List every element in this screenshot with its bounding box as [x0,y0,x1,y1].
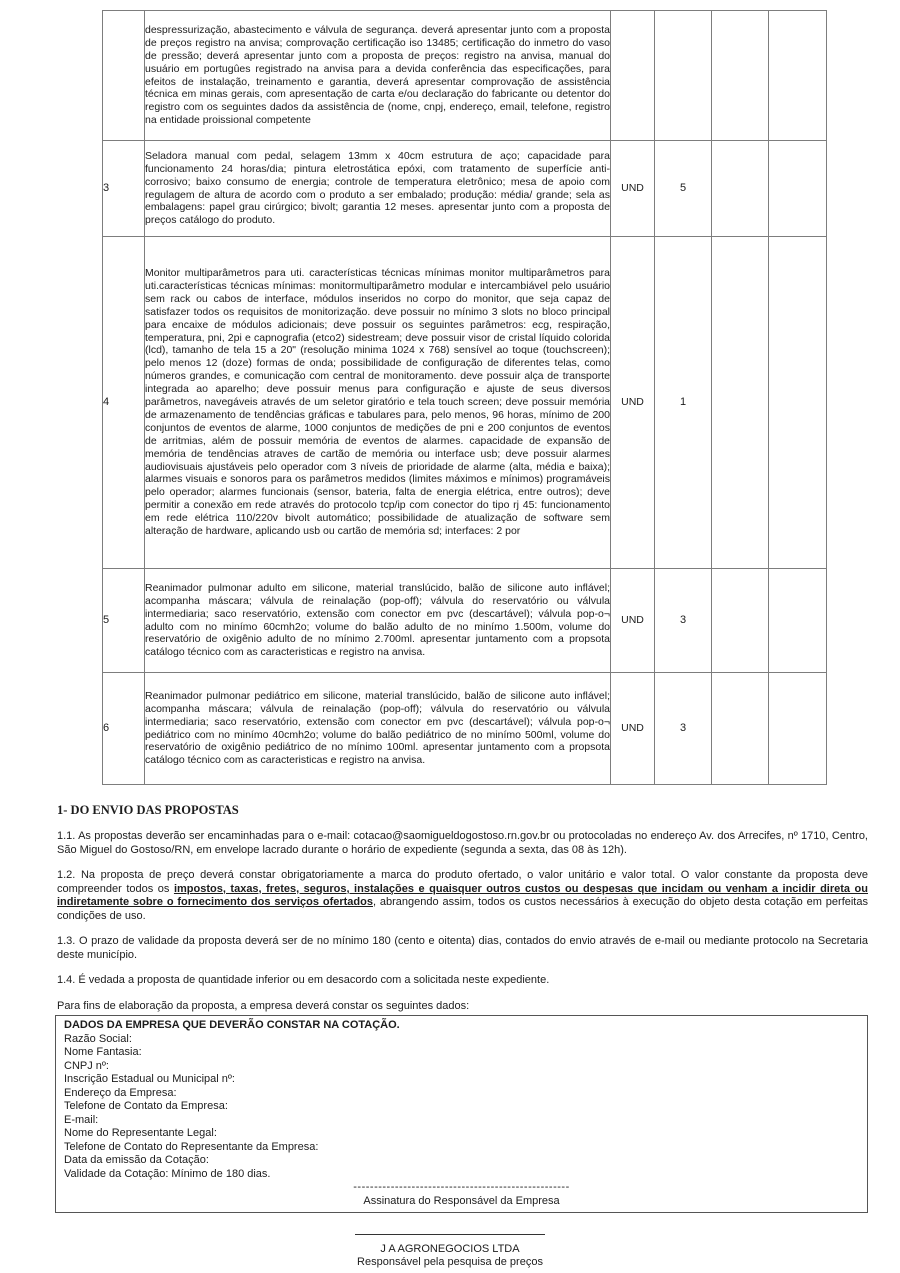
unit-cell: UND [611,237,655,569]
blank-cell [712,237,769,569]
footer-company-name: J A AGRONEGOCIOS LTDA [380,1242,520,1255]
blank-cell [769,569,827,673]
box-field-nome-fantasia: Nome Fantasia: [64,1046,142,1058]
blank-cell [769,141,827,237]
box-intro-text: Para fins de elaboração da proposta, a empresa deverá constar os seguintes dados: [57,999,470,1012]
paragraph-1-4: 1.4. É vedada a proposta de quantidade inferior ou em desacordo com a solicitada neste expediente. [57,974,550,986]
item-number-cell [103,11,145,141]
items-table [102,10,827,785]
signature-label: Assinatura do Responsável da Empresa [363,1194,560,1207]
paragraph-1-2-bold-underline: impostos, taxas, fretes, seguros, instalações e quaisquer outros custos ou despesas que incidam ou venham a incidir direta ou indiretamente sobre o fornecimento dos serviços ofertados [57,882,868,908]
box-title: DADOS DA EMPRESA QUE DEVERÃO CONSTAR NA COTAÇÃO. [64,1019,400,1031]
item-number-cell: 3 [103,141,145,237]
blank-cell [712,141,769,237]
item-number-cell: 5 [103,569,145,673]
box-field-razao-social: Razão Social: [64,1032,132,1045]
item-number-cell: 6 [103,673,145,785]
paragraph-1-2-pre: 1.2. Na proposta de preço deverá constar obrigatoriamente a marca do produto ofertado, o valor unitário e valor total. O valor constante da proposta deve compreender todos os [57,869,868,895]
table-row [103,11,827,141]
paragraph-1-3: 1.3. O prazo de validade da proposta deverá ser de no mínimo 180 (cento e oitenta) dias, contados do envio através de e-mail ou mediante protocolo na Secretaria deste município. [57,935,868,961]
footer-role: Responsável pela pesquisa de preços [357,1256,543,1268]
blank-cell [712,11,769,141]
blank-cell [769,237,827,569]
box-field-endereco: Endereço da Empresa: [64,1086,177,1099]
item-description-cell: Monitor multiparâmetros para uti. características técnicas mínimas monitor multiparâmetros para uti.características técnicas mínimas: monitormultiparâmetro modular e intercambiável pelo usuário sem rack ou cabos de interface, módulos inseridos no corpo do monitor, que seja capaz de satisfazer todos os requisitos de monitorização. deve possuir no mínimo 3 slots no bloco principal para encaixe de módulos adicionais; deve possuir os seguintes parâmetros: ecg, respiração, temperatura, pni, 2pi e capnografia (etco2) sidestream; deve possuir visor de cristal líquido colorida (lcd), tamanho de tela 15 a 20" (resolução minima 1024 x 768) sensível ao toque (touchscreen); pelo menos 12 (doze) formas de onda; possibilidade de configuração de diferentes telas, como números grandes, e comunicação com central de monitoramento. deve possuir alça de transporte integrada ao aparelho; deve possuir menus para configuração e ajuste de seus diversos parâmetros, navegáveis através de um seletor giratório e tela touch screen; deve possuir memória de armazenamento de tendências gráficas e tabulares para, pelo menos, 96 horas, mínimo de 200 conjuntos de eventos de alarme, 1000 conjuntos de medições de pni e 200 conjuntos de eventos de arritmias, além de possuir memória de eventos de alarmes. capacidade de expansão de memória de tendências atraves de cartão de memória ou interface usb; deve possuir alarmes audiovisuais ajustáveis pelo operador com 3 níveis de prioridade de alarme (alta, média e baixa); alarmes visuais e sonoros para os parâmetros medidos (limites máximos e mínimos) programáveis pelo operador; alarmes funcionais (sensor, bateria, falta de energia elétrica, entre outros); deve permitir a conexão em rede através do protocolo tcp/ip com conector do tipo rj 45: funcionamento em rede elétrica 110/220v bivolt automático; possibilidade de atualização de software sem alteração de hardware, aplicando usb ou cartão de memória sd; interfaces: 2 por [145,237,611,569]
table-row [103,141,827,237]
quantity-cell [655,11,712,141]
item-description-cell: Reanimador pulmonar adulto em silicone, material translúcido, balão de silicone auto inflável; acompanha máscara; válvula de reinalação (pop-off); válvula do reservatório ou válvula intermediaria; saco reservatório, extensão com conector em pvc (descartável); válvula pop-o¬ adulto com no minímo 60cmh2o; volume do balão adulto de no minímo 1.500m, volume do reservatório de oxigênio adulto de no mínimo 2.700ml. apresentar juntamento com a propsota catálogo técnico com as caracteristicas e registro na anvisa. [145,569,611,673]
quantity-cell: 3 [655,673,712,785]
signature-dashes-line: ---------------------------------------------------- [353,1181,570,1193]
table-row [103,673,827,785]
unit-cell: UND [611,673,655,785]
quantity-cell: 3 [655,569,712,673]
box-field-email: E-mail: [64,1113,99,1126]
box-field-data-emissao: Data da emissão da Cotação: [64,1154,209,1166]
quantity-cell: 1 [655,237,712,569]
table-row [103,237,827,569]
box-field-telefone-representante: Telefone de Contato do Representante da Empresa: [64,1140,319,1153]
footer-signature-line [355,1234,545,1236]
unit-cell [611,11,655,141]
footer-signature-block [0,1229,900,1270]
blank-cell [769,11,827,141]
box-field-validade: Validade da Cotação: Mínimo de 180 dias. [64,1167,271,1180]
item-description-cell: Seladora manual com pedal, selagem 13mm x 40cm estrutura de aço; capacidade para funcionamento 24 horas/dia; pintura eletrostática epóxi, com tratamento de superfície anti-corrosivo; baixo consumo de energia; controle de temperatura eletrônico; mesa de apoio com regulagem de altura de acordo com o produto a ser embalado; produção: média/ grande; sela as embalagens: papel grau cirúrgico; bivolt; garantia 12 meses. apresentar junto com a proposta de preços catálogo do produto. [145,141,611,237]
table-row [103,569,827,673]
blank-cell [769,673,827,785]
blank-cell [712,673,769,785]
unit-cell: UND [611,141,655,237]
paragraph-1-1: 1.1. As propostas deverão ser encaminhadas para o e-mail: cotacao@saomigueldogostoso.rn.gov.br ou protocoladas no endereço Av. dos Arrecifes, nº 1710, Centro, São Miguel do Gostoso/RN, em envelope lacrado durante o horário de expediente (segunda a sexta, das 08 às 12h). [57,830,868,856]
box-field-representante: Nome do Representante Legal: [64,1127,217,1139]
paragraph-1-2 [57,869,868,923]
item-description-cell: Reanimador pulmonar pediátrico em silicone, material translúcido, balão de silicone auto inflável; acompanha máscara; válvula de reinalação (pop-off); válvula do reservatório ou válvula intermediaria; saco reservatório, extensão com conector em pvc (descartável); válvula pop-o¬ pediátrico com no minímo 40cmh2o; volume do balão pediátrico de no minímo 500ml, volume do reservatório de oxigênio pediátrico de no mínimo 100ml. apresentar juntamento com a propsota catálogo técnico com as caracteristicas e registro na anvisa. [145,673,611,785]
item-description-cell: despressurização, abastecimento e válvula de segurança. deverá apresentar junto com a proposta de preços registro na anvisa; comprovação certificação iso 13485; certificação do inmetro do vaso de pressão; deverá apresentar junto com a proposta de preços: registro na anvisa, manual do usuário em portugûes registrado na anvisa para a devida conferência das especificações, para efeitos de instalação, treinamento e garantia, deverá apresentar comprovação de assistência técnica em minas gerais, com apresentação de carta e/ou declaração do fabricante ou detentor do registro com os seguintes dados da assistência de (nome, cnpj, endereço, email, telefone, registro na entidade proissional competente [145,11,611,141]
item-number-cell: 4 [103,237,145,569]
quantity-cell: 5 [655,141,712,237]
section-heading: 1- DO ENVIO DAS PROPOSTAS [57,803,239,817]
unit-cell: UND [611,569,655,673]
company-data-box [55,1015,868,1213]
box-field-cnpj: CNPJ nº: [64,1059,109,1072]
box-field-inscricao: Inscrição Estadual ou Municipal nº: [64,1073,235,1085]
paragraph-1-2-post: , abrangendo assim, todos os custos necessários à execução do objeto desta cotação em perfeitas condições de uso. [57,896,868,922]
box-field-telefone-empresa: Telefone de Contato da Empresa: [64,1100,228,1112]
blank-cell [712,569,769,673]
